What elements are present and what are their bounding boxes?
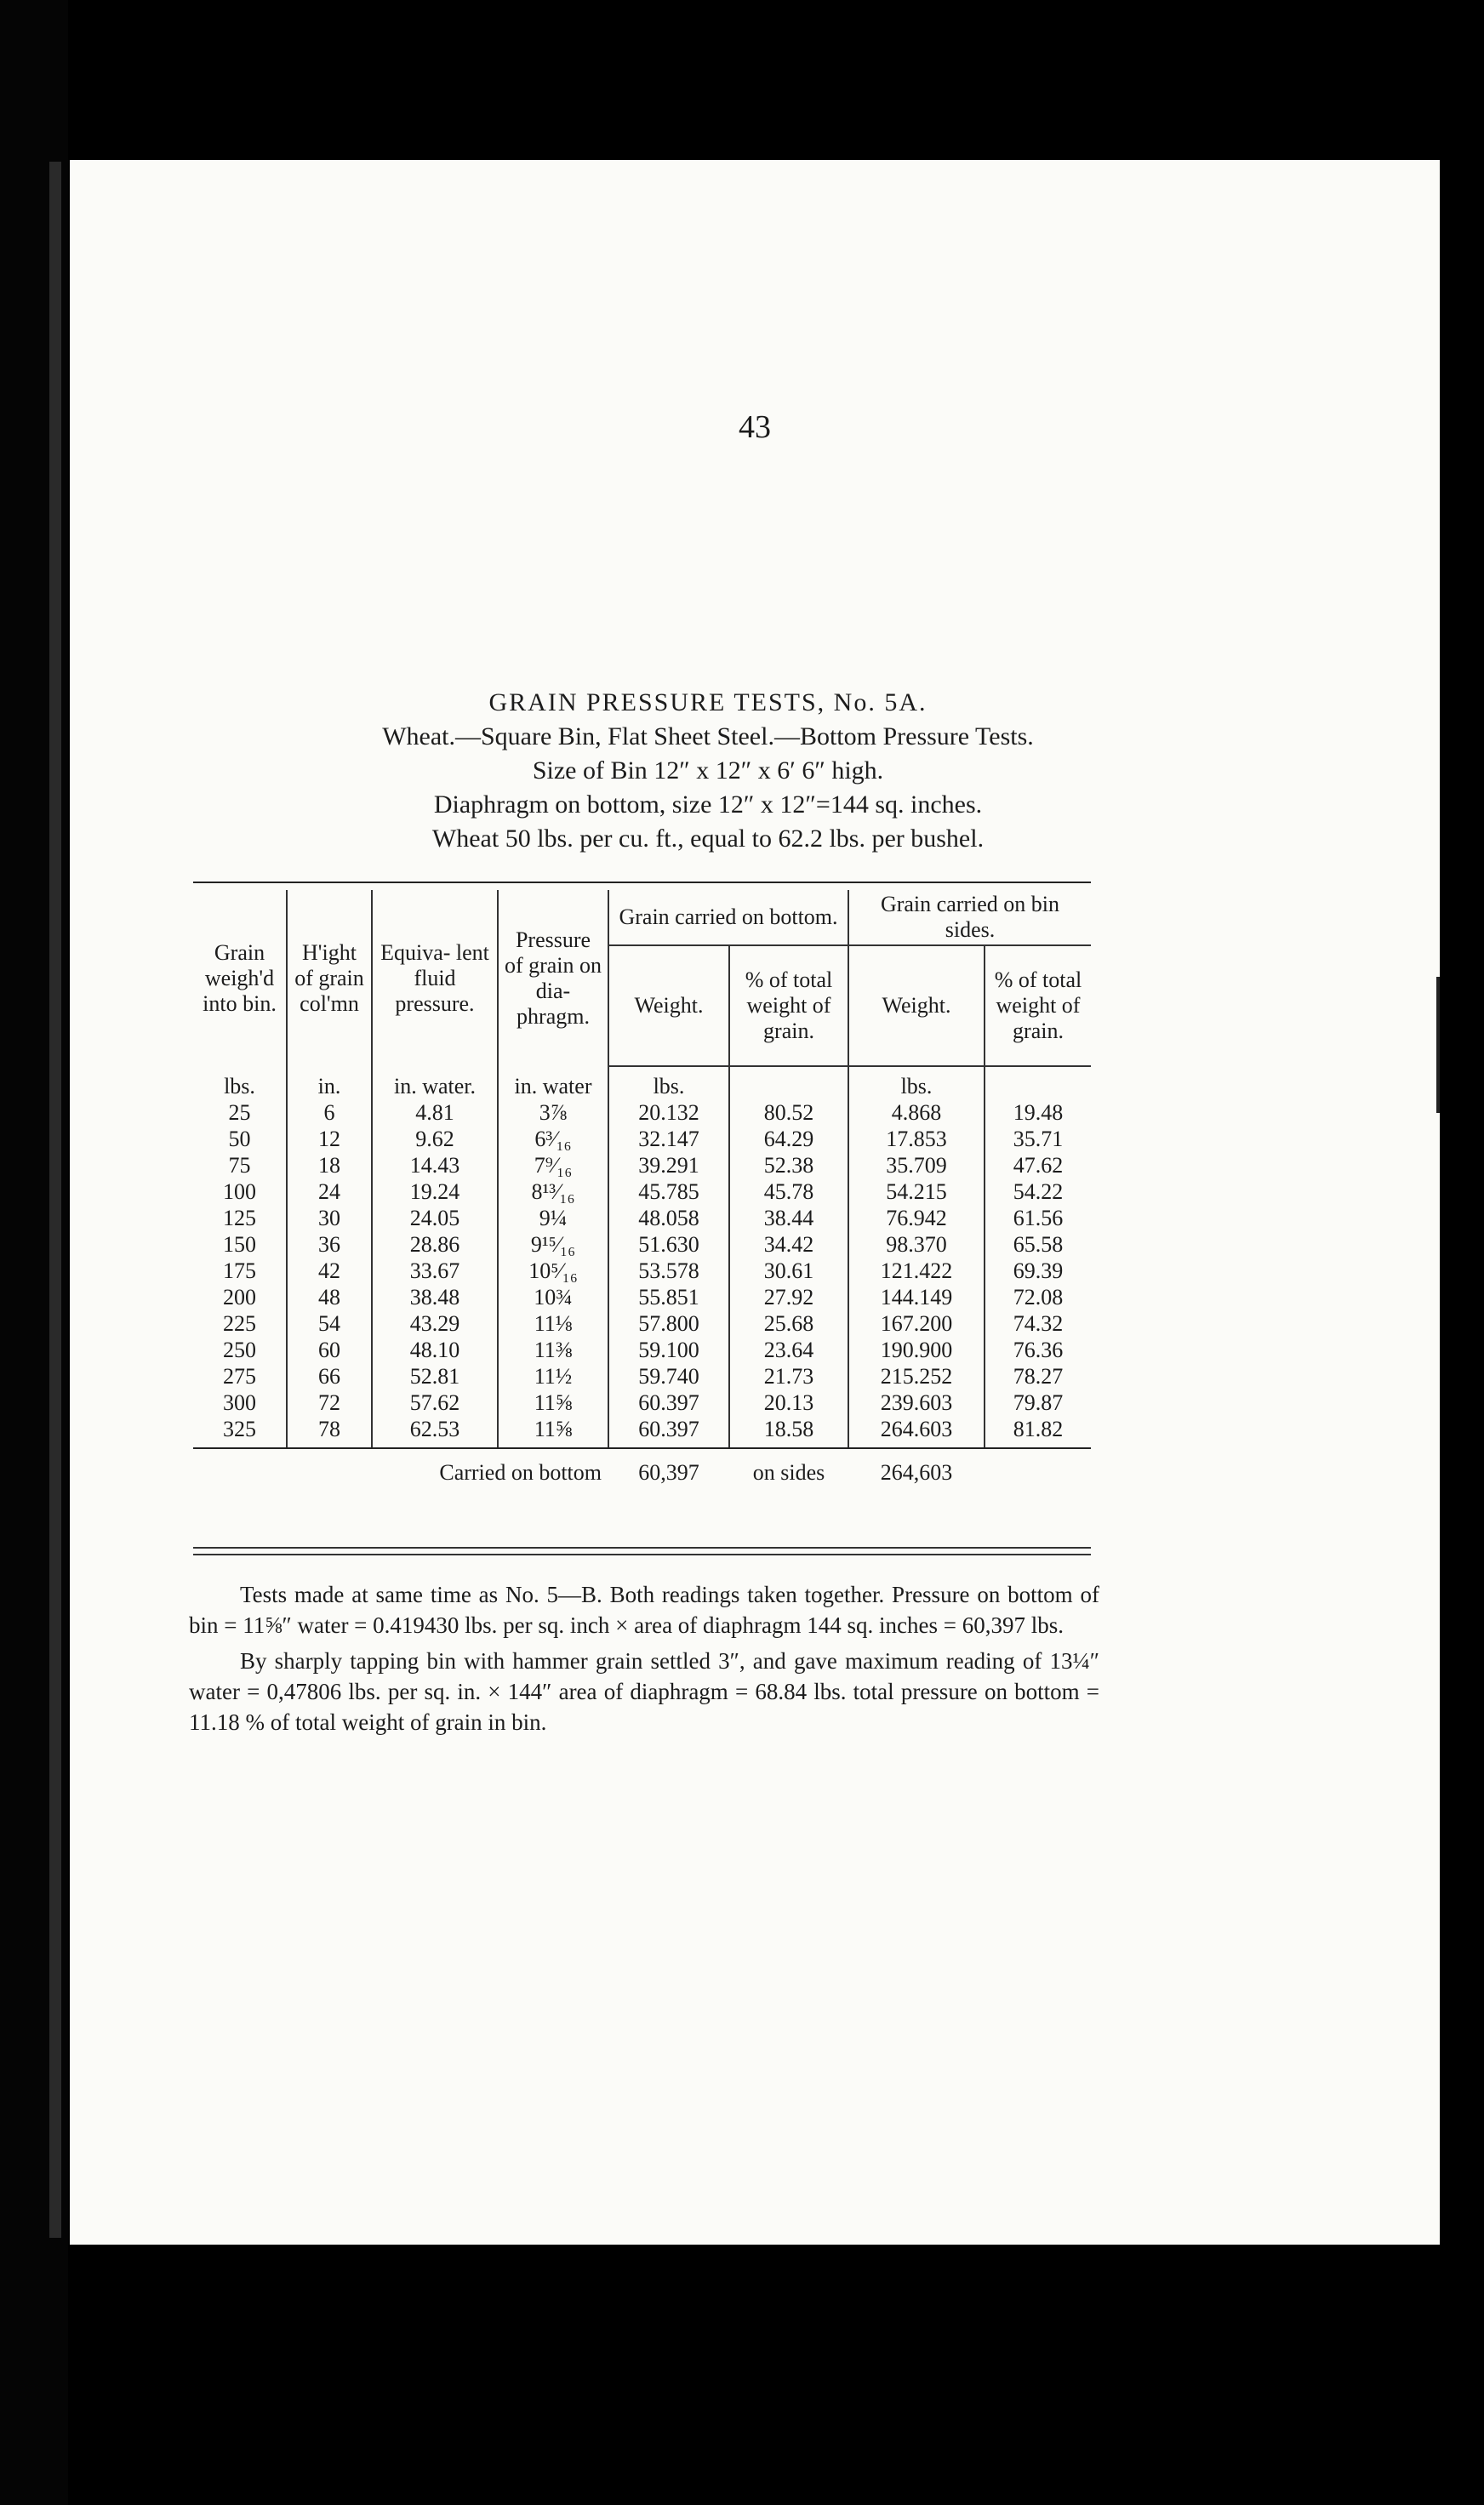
table-cell: 64.29	[729, 1126, 848, 1152]
title-block	[197, 686, 1219, 856]
table-cell: 8¹³⁄₁₆	[498, 1178, 608, 1205]
table-cell: 215.252	[848, 1363, 985, 1389]
table-cell: 39.291	[608, 1152, 729, 1178]
table-cell: 11⅛	[498, 1310, 608, 1337]
table-cell: 30	[287, 1205, 372, 1231]
table-cell: 32.147	[608, 1126, 729, 1152]
table-cell: 55.851	[608, 1284, 729, 1310]
table-cell: 9¼	[498, 1205, 608, 1231]
table-cell: 4.81	[372, 1099, 498, 1126]
table-cell: 48.058	[608, 1205, 729, 1231]
table-cell: 30.61	[729, 1258, 848, 1284]
table-cell: 72	[287, 1389, 372, 1416]
table-cell: 17.853	[848, 1126, 985, 1152]
table-cell: 79.87	[985, 1389, 1091, 1416]
table-row	[193, 1389, 1091, 1416]
table-cell: 10¾	[498, 1284, 608, 1310]
table-cell: 59.740	[608, 1363, 729, 1389]
table-cell: 51.630	[608, 1231, 729, 1258]
table-cell: 24	[287, 1178, 372, 1205]
unit-cell: in.	[287, 1066, 372, 1099]
table-cell: 81.82	[985, 1416, 1091, 1448]
table-cell: 53.578	[608, 1258, 729, 1284]
header-bottom-weight: Weight.	[608, 945, 729, 1066]
table-cell: 121.422	[848, 1258, 985, 1284]
table-cell: 9.62	[372, 1126, 498, 1152]
table-cell: 4.868	[848, 1099, 985, 1126]
table-cell: 6³⁄₁₆	[498, 1126, 608, 1152]
table-row	[193, 1310, 1091, 1337]
table-cell: 75	[228, 1153, 251, 1178]
table-cell: 20.13	[729, 1389, 848, 1416]
table-cell: 65.58	[985, 1231, 1091, 1258]
table-row	[193, 1363, 1091, 1389]
page-number: 43	[739, 409, 771, 445]
table-cell: 36	[287, 1231, 372, 1258]
table-cell: 24.05	[372, 1205, 498, 1231]
table-cell: 38.44	[729, 1205, 848, 1231]
table-cell: 69.39	[985, 1258, 1091, 1284]
table-row	[193, 1416, 1091, 1448]
unit-cell: lbs.	[848, 1066, 985, 1099]
table-cell: 21.73	[729, 1363, 848, 1389]
header-sides-percent: % of total weight of grain.	[985, 945, 1091, 1066]
header-group-sides: Grain carried on bin sides.	[848, 890, 1091, 945]
table-cell: 14.43	[372, 1152, 498, 1178]
facing-page-edge	[49, 162, 61, 2238]
table-cell: 125	[223, 1206, 256, 1230]
title-line-material: Wheat.—Square Bin, Flat Sheet Steel.—Bottom Pressure Tests.	[382, 722, 1034, 750]
table-cell: 325	[193, 1416, 287, 1448]
table-cell: 66	[287, 1363, 372, 1389]
header-bottom-percent: % of total weight of grain.	[729, 945, 848, 1066]
table-cell: 52.38	[729, 1152, 848, 1178]
table-title: GRAIN PRESSURE TESTS, No. 5A.	[488, 688, 928, 716]
unit-cell: lbs.	[224, 1073, 255, 1098]
table-cell: 61.56	[985, 1205, 1091, 1231]
unit-cell: in. water	[498, 1066, 608, 1099]
table-cell: 74.32	[985, 1310, 1091, 1337]
summary-sides-value: 264,603	[880, 1460, 953, 1485]
table-summary	[193, 1448, 1091, 1486]
table-cell: 60.397	[608, 1389, 729, 1416]
table-row	[193, 1126, 1091, 1152]
table-cell: 42	[287, 1258, 372, 1284]
table-cell: 175	[223, 1258, 256, 1283]
table-cell: 7⁹⁄₁₆	[498, 1152, 608, 1178]
header-equivalent-fluid-pressure: Equiva- lent fluid pressure.	[372, 890, 498, 1066]
table-cell: 52.81	[372, 1363, 498, 1389]
table-cell: 54	[287, 1310, 372, 1337]
table-cell: 57.800	[608, 1310, 729, 1337]
title-line-density: Wheat 50 lbs. per cu. ft., equal to 62.2 lbs. per bushel.	[431, 825, 985, 853]
table-cell: 19.24	[372, 1178, 498, 1205]
table-cell: 78.27	[985, 1363, 1091, 1389]
table-cell: 28.86	[372, 1231, 498, 1258]
unit-cell: lbs.	[608, 1066, 729, 1099]
note-paragraph: Tests made at same time as No. 5—B. Both readings taken together. Pressure on bottom of bin = 11⅝″ water = 0.419430 lbs. per sq. inch × area of diaphragm 144 sq. inches = 60,397 lbs.	[189, 1582, 1099, 1638]
table-cell: 45.78	[729, 1178, 848, 1205]
table-row	[193, 1284, 1091, 1310]
table-cell: 19.48	[985, 1099, 1091, 1126]
table-cell: 45.785	[608, 1178, 729, 1205]
table-row	[193, 1231, 1091, 1258]
table-cell: 25	[228, 1100, 251, 1125]
table-row	[193, 1178, 1091, 1205]
table-cell: 20.132	[608, 1099, 729, 1126]
header-pressure-on-diaphragm: Pressure of grain on dia- phragm.	[498, 890, 608, 1066]
header-sides-weight: Weight.	[848, 945, 985, 1066]
note-paragraph: By sharply tapping bin with hammer grain settled 3″, and gave maximum reading of 13¼″ water = 0,47806 lbs. per sq. in. × 144″ area of diaphragm = 68.84 lbs. total pressure on bottom = 11.18 % of total weight of grain in bin.	[189, 1648, 1099, 1735]
table-cell: 54.215	[848, 1178, 985, 1205]
table-cell: 27.92	[729, 1284, 848, 1310]
table-cell: 250	[223, 1338, 256, 1362]
double-rule	[193, 1547, 1091, 1555]
table-cell: 18.58	[729, 1416, 848, 1448]
table-cell: 38.48	[372, 1284, 498, 1310]
table-cell: 76.942	[848, 1205, 985, 1231]
table-cell: 78	[287, 1416, 372, 1448]
title-line-diaphragm: Diaphragm on bottom, size 12″ x 12″=144 sq. inches.	[433, 790, 983, 819]
table-cell: 60.397	[608, 1416, 729, 1448]
header-group-bottom: Grain carried on bottom.	[608, 890, 848, 945]
table-row	[193, 1337, 1091, 1363]
table-cell: 3⅞	[498, 1099, 608, 1126]
table-cell: 76.36	[985, 1337, 1091, 1363]
table-cell: 100	[223, 1179, 256, 1204]
table-row	[193, 1258, 1091, 1284]
table-row	[193, 1099, 1091, 1126]
table-cell: 10⁵⁄₁₆	[498, 1258, 608, 1284]
table-cell: 200	[223, 1285, 256, 1310]
table-cell: 264.603	[848, 1416, 985, 1448]
table-cell: 144.149	[848, 1284, 985, 1310]
table-cell: 47.62	[985, 1152, 1091, 1178]
summary-bottom-value: 60,397	[638, 1460, 699, 1485]
table-cell: 190.900	[848, 1337, 985, 1363]
table-cell: 50	[228, 1127, 251, 1151]
header-height: H'ight of grain col'mn	[287, 890, 372, 1066]
title-line-bin-size: Size of Bin 12″ x 12″ x 6′ 6″ high.	[532, 756, 884, 785]
table-cell: 35.71	[985, 1126, 1091, 1152]
table-cell: 9¹⁵⁄₁₆	[498, 1231, 608, 1258]
table-cell: 11½	[498, 1363, 608, 1389]
table-row	[193, 1205, 1091, 1231]
page-clip	[1414, 977, 1440, 1113]
table-header	[193, 882, 1091, 1066]
table-cell: 43.29	[372, 1310, 498, 1337]
notes	[189, 1579, 1099, 1743]
table-row	[193, 1152, 1091, 1178]
table-cell: 11⅝	[498, 1389, 608, 1416]
table-cell: 48	[287, 1284, 372, 1310]
table-cell: 12	[287, 1126, 372, 1152]
table-cell: 275	[223, 1364, 256, 1389]
table-cell: 62.53	[372, 1416, 498, 1448]
table-cell: 54.22	[985, 1178, 1091, 1205]
table-cell: 59.100	[608, 1337, 729, 1363]
table-cell: 25.68	[729, 1310, 848, 1337]
summary-sides-label: on sides	[752, 1460, 825, 1485]
table-cell: 57.62	[372, 1389, 498, 1416]
table-cell: 239.603	[848, 1389, 985, 1416]
header-grain-weighed: Grain weigh'd into bin.	[203, 939, 277, 1016]
table-cell: 150	[223, 1232, 256, 1257]
table-cell: 98.370	[848, 1231, 985, 1258]
table-cell: 35.709	[848, 1152, 985, 1178]
unit-cell	[729, 1066, 848, 1099]
book-page	[70, 160, 1440, 2245]
table-cell: 11⅜	[498, 1337, 608, 1363]
grain-pressure-table	[193, 882, 1091, 1486]
table-cell: 225	[223, 1311, 256, 1336]
table-cell: 167.200	[848, 1310, 985, 1337]
table-cell: 34.42	[729, 1231, 848, 1258]
table-cell: 80.52	[729, 1099, 848, 1126]
table-cell: 23.64	[729, 1337, 848, 1363]
table-cell: 300	[223, 1390, 256, 1415]
unit-cell	[985, 1066, 1091, 1099]
table-cell: 48.10	[372, 1337, 498, 1363]
unit-cell: in. water.	[372, 1066, 498, 1099]
table-cell: 33.67	[372, 1258, 498, 1284]
table-cell: 18	[287, 1152, 372, 1178]
table-cell: 6	[287, 1099, 372, 1126]
summary-bottom-label: Carried on bottom	[439, 1460, 602, 1485]
table-units	[193, 1066, 1091, 1099]
table-body	[193, 1099, 1091, 1448]
table-cell: 72.08	[985, 1284, 1091, 1310]
table-cell: 11⅝	[498, 1416, 608, 1448]
table-cell: 60	[287, 1337, 372, 1363]
